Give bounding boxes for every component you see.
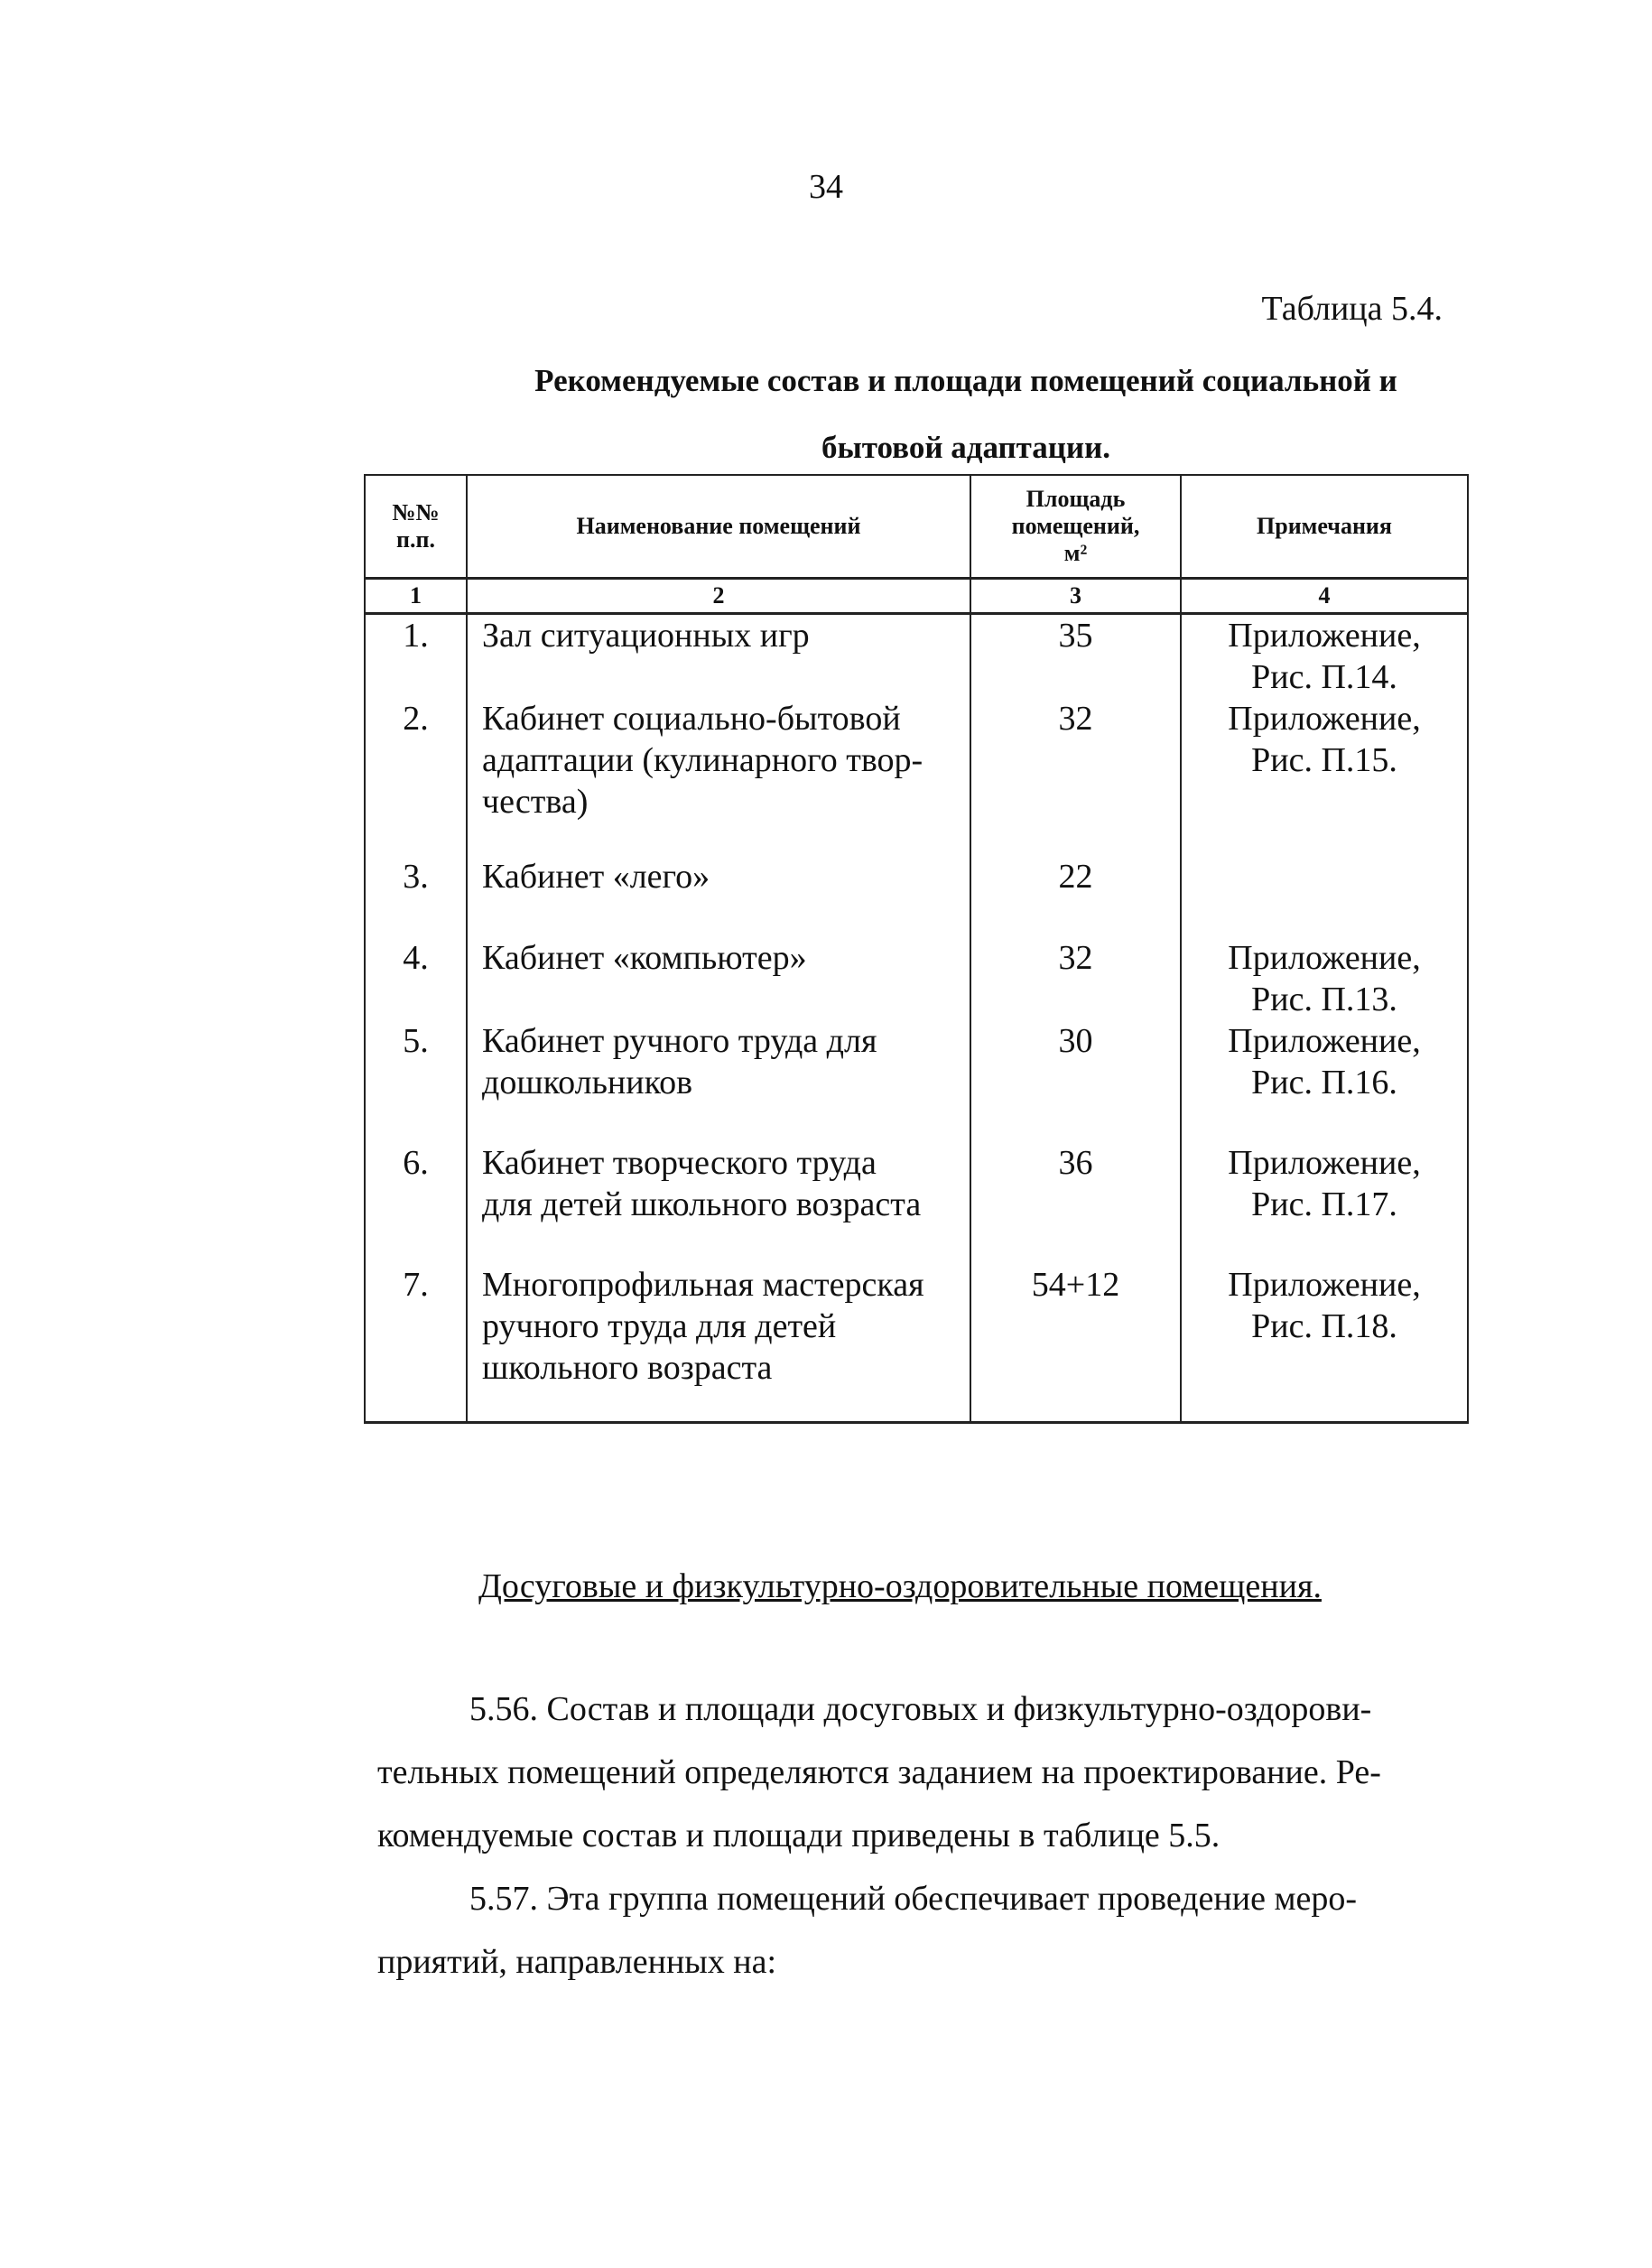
cell-line: Кабинет «лего» xyxy=(482,858,710,896)
column-number: 1 xyxy=(365,579,467,614)
cell-line: Рис. П.15. xyxy=(1251,741,1397,779)
cell-line: Приложение, xyxy=(1228,617,1421,655)
room-area: 54+12 xyxy=(970,1264,1181,1422)
cell-line: Приложение, xyxy=(1228,1022,1421,1060)
column-number: 3 xyxy=(970,579,1181,614)
cell-line: Зал ситуационных игр xyxy=(482,617,810,655)
rooms-table xyxy=(364,474,1469,1424)
room-name xyxy=(467,937,970,1020)
cell-line: Многопрофильная мастерская xyxy=(482,1266,924,1304)
cell-line: дошкольников xyxy=(482,1064,693,1101)
table-label: Таблица 5.4. xyxy=(1261,290,1443,328)
paragraph-line: 5.57. Эта группа помещений обеспечивает проведение меро- xyxy=(469,1880,1358,1918)
room-note xyxy=(1181,1142,1468,1264)
row-number: 5. xyxy=(365,1020,467,1142)
row-number: 4. xyxy=(365,937,467,1020)
room-name xyxy=(467,1264,970,1422)
row-number: 7. xyxy=(365,1264,467,1422)
table-row xyxy=(365,1264,1468,1422)
paragraph-line: комендуемые состав и площади приведены в таблице 5.5. xyxy=(377,1817,1220,1854)
cell-line: Приложение, xyxy=(1228,1144,1421,1182)
table-row xyxy=(365,937,1468,1020)
cell-line: школьного возраста xyxy=(482,1349,773,1387)
cell-line: адаптации (кулинарного твор- xyxy=(482,741,923,779)
table-body xyxy=(365,614,1468,1423)
table-header-row xyxy=(365,475,1468,579)
room-name xyxy=(467,1142,970,1264)
table-row xyxy=(365,1020,1468,1142)
section-heading: Досуговые и физкультурно-оздоровительные помещения. xyxy=(478,1567,1322,1605)
paragraph-line: тельных помещений определяются заданием на проектирование. Ре- xyxy=(377,1753,1381,1791)
room-area: 32 xyxy=(970,698,1181,856)
room-name xyxy=(467,698,970,856)
room-note xyxy=(1181,1020,1468,1142)
cell-line: Рис. П.16. xyxy=(1251,1064,1397,1101)
table-row xyxy=(365,856,1468,937)
cell-line: Рис. П.14. xyxy=(1251,658,1397,696)
cell-line: для детей школьного возраста xyxy=(482,1185,922,1223)
paragraph-line: приятий, направленных на: xyxy=(377,1943,777,1981)
cell-line: Кабинет творческого труда xyxy=(482,1144,877,1182)
cell-line: Рис. П.13. xyxy=(1251,981,1397,1018)
row-number: 3. xyxy=(365,856,467,937)
cell-line: Рис. П.18. xyxy=(1251,1307,1397,1345)
room-area: 22 xyxy=(970,856,1181,937)
room-area: 35 xyxy=(970,614,1181,699)
table-title xyxy=(415,348,1517,481)
room-area: 36 xyxy=(970,1142,1181,1264)
room-name xyxy=(467,856,970,937)
cell-line: Кабинет ручного труда для xyxy=(482,1022,877,1060)
paragraph-5-56 xyxy=(377,1678,1459,1867)
column-number: 2 xyxy=(467,579,970,614)
paragraph-line: 5.56. Состав и площади досуговых и физкультурно-оздорови- xyxy=(469,1690,1372,1728)
room-note xyxy=(1181,856,1468,937)
header-notes: Примечания xyxy=(1181,475,1468,579)
row-number: 6. xyxy=(365,1142,467,1264)
room-note xyxy=(1181,1264,1468,1422)
paragraph-5-57 xyxy=(377,1867,1459,1994)
room-note xyxy=(1181,698,1468,856)
row-number: 2. xyxy=(365,698,467,856)
table-row xyxy=(365,698,1468,856)
header-num: №№ п.п. xyxy=(365,475,467,579)
header-area: Площадь помещений, м² xyxy=(970,475,1181,579)
cell-line: Приложение, xyxy=(1228,700,1421,738)
column-number-row xyxy=(365,579,1468,614)
room-name xyxy=(467,614,970,699)
room-name xyxy=(467,1020,970,1142)
room-area: 30 xyxy=(970,1020,1181,1142)
room-area: 32 xyxy=(970,937,1181,1020)
cell-line: ручного труда для детей xyxy=(482,1307,837,1345)
page-number: 34 xyxy=(809,168,843,206)
row-number: 1. xyxy=(365,614,467,699)
table-row xyxy=(365,1142,1468,1264)
cell-line: Приложение, xyxy=(1228,939,1421,977)
cell-line: Кабинет «компьютер» xyxy=(482,939,807,977)
cell-line: Рис. П.17. xyxy=(1251,1185,1397,1223)
header-name: Наименование помещений xyxy=(467,475,970,579)
room-note xyxy=(1181,937,1468,1020)
cell-line: Кабинет социально-бытовой xyxy=(482,700,901,738)
room-note xyxy=(1181,614,1468,699)
table-title-line: бытовой адаптации. xyxy=(821,430,1111,465)
column-number: 4 xyxy=(1181,579,1468,614)
table-row xyxy=(365,614,1468,699)
table-title-line: Рекомендуемые состав и площади помещений социальной и xyxy=(534,363,1397,398)
cell-line: Приложение, xyxy=(1228,1266,1421,1304)
cell-line: чества) xyxy=(482,783,589,821)
